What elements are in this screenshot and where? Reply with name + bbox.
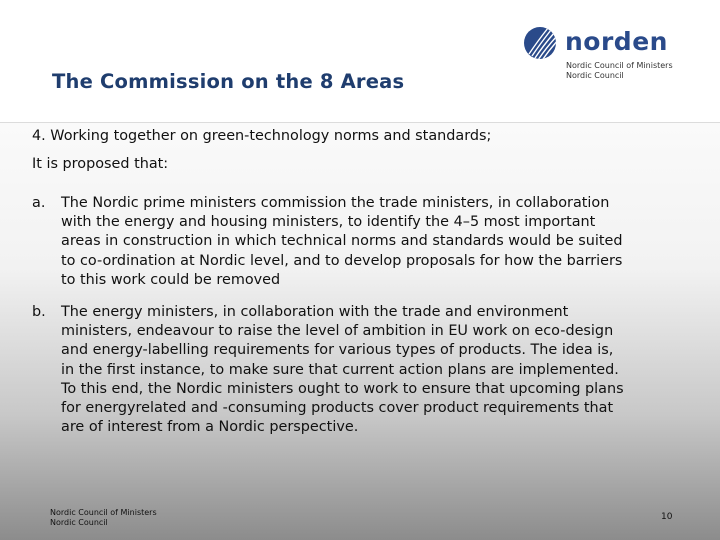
section-heading: 4. Working together on green-technology norms and standards;: [32, 128, 492, 144]
org-line: Nordic Council of Ministers: [50, 508, 157, 517]
org-line: Nordic Council: [50, 518, 108, 527]
list-marker: a.: [32, 195, 46, 211]
org-line: Nordic Council: [566, 71, 624, 80]
swan-icon: [523, 26, 557, 60]
list-item-line: areas in construction in which technical norms and standards would be suited: [61, 233, 623, 250]
list-item-line: and energy-labelling requirements for various types of products. The idea is,: [61, 342, 614, 359]
list-item-line: for energyrelated and -consuming products cover product requirements that: [61, 400, 614, 417]
org-label-footer: [50, 508, 157, 528]
list-item-line: with the energy and housing ministers, to identify the 4–5 most important: [61, 214, 596, 231]
list-item-line: The energy ministers, in collaboration with the trade and environment: [61, 304, 569, 320]
org-label-header: [566, 61, 673, 81]
lead-text: It is proposed that:: [32, 156, 169, 172]
norden-logo: [523, 26, 683, 62]
list-item-line: in the first instance, to make sure that current action plans are implemented.: [61, 361, 619, 378]
list-item-line: to this work could be removed: [61, 271, 281, 288]
list-item: [32, 194, 623, 290]
list-item-line: to co-ordination at Nordic level, and to develop proposals for how the barriers: [61, 252, 623, 269]
list-item-line: are of interest from a Nordic perspective.: [61, 419, 359, 436]
list-item: [32, 303, 624, 437]
list-item-line: The Nordic prime ministers commission the trade ministers, in collaboration: [61, 195, 610, 211]
header-divider: [0, 122, 720, 123]
slide-title: The Commission on the 8 Areas: [52, 70, 405, 93]
list-marker: b.: [32, 304, 46, 320]
norden-wordmark: norden: [565, 27, 668, 56]
list-item-line: ministers, endeavour to raise the level of ambition in EU work on eco-design: [61, 323, 614, 340]
page-number: 10: [661, 512, 673, 522]
org-line: Nordic Council of Ministers: [566, 61, 673, 70]
list-item-line: To this end, the Nordic ministers ought to work to ensure that upcoming plans: [61, 380, 624, 397]
